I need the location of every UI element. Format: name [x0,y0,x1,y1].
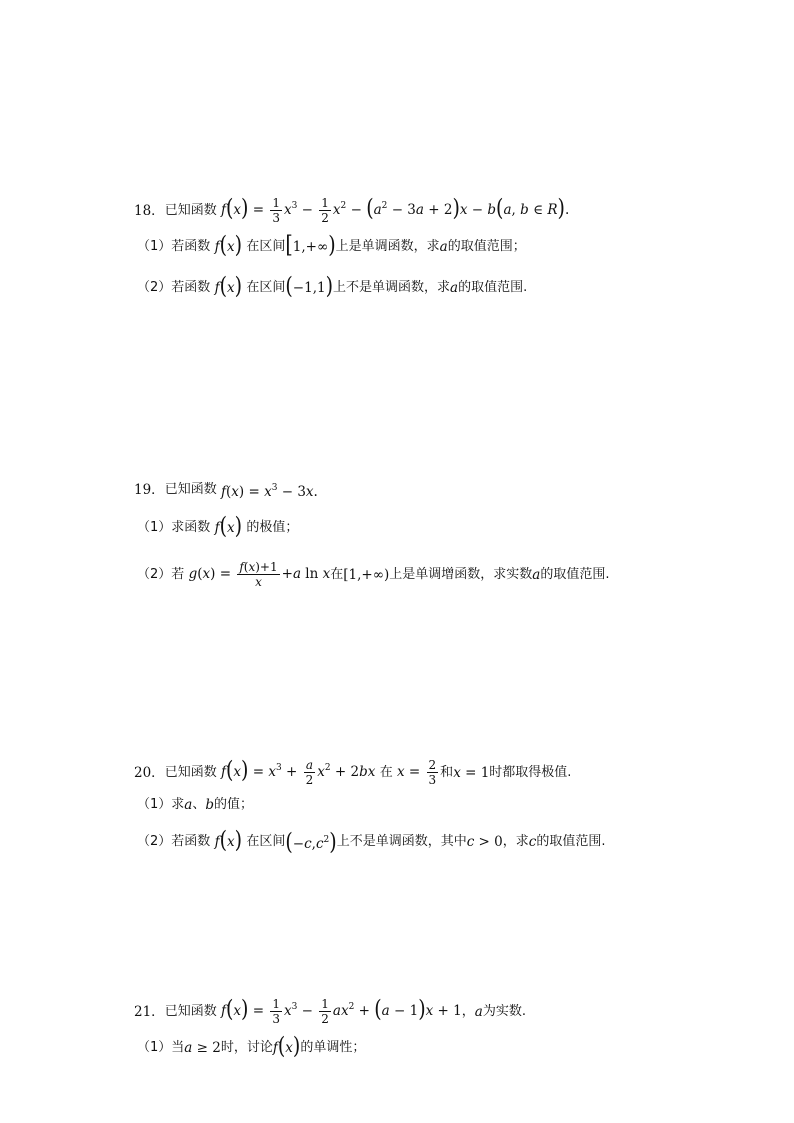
formula: (−1,1) [285,272,333,300]
stem-text: 已知函数 [164,202,217,218]
stem-text: 在 [379,764,393,780]
part-text: 的极值； [246,520,299,535]
problem-20-stem [134,758,571,787]
part-text: 上是单调增函数，求实数 [389,566,533,582]
part-text: 求 [171,797,185,812]
formula: a ≥ 2 [184,1040,221,1056]
part-text: 、 [192,797,206,812]
part-text: 上不是单调函数，求 [333,280,451,295]
formula: $f(x) = x^3 - 3x$. [221,483,318,500]
formula: [1,+∞) [285,231,336,259]
stem-text: 时都取得极值. [489,764,572,780]
formula: a [439,239,448,255]
part-text: 时，讨论 [220,1040,273,1055]
part-label: （2） [137,280,172,295]
formula: $f(x) = x^3$ + $\frac{a}{2}$ $x^2 + 2bx$ [221,756,376,787]
part-text: ，求 [502,834,529,849]
problem-18-stem [134,196,569,225]
problem-19-stem [134,478,318,502]
problem-21-part-1 [137,1032,366,1060]
formula: a [450,280,459,296]
stem-text: 已知函数 [164,482,217,497]
problem-number: 19． [134,482,165,498]
part-text: 当 [171,1040,185,1055]
problem-number: 20． [134,764,165,781]
formula: c > 0 [466,834,503,850]
formula: b [205,797,215,813]
part-text: 的取值范围. [536,834,606,849]
part-text: 在区间 [246,834,286,849]
formula: [1,+∞) [343,566,390,583]
stem-text: 为实数. [482,1003,526,1019]
formula: x = $\frac{2}{3}$ [397,758,437,787]
part-text: 的取值范围. [458,280,528,295]
formula: $(-c,c^2)$ [285,828,337,856]
formula: f(x) [214,512,243,540]
part-text: 若函数 [171,834,211,849]
part-text: 上不是单调函数，其中 [336,834,467,849]
formula: g(x) = $\frac{f(x)+1}{x}$ +a ln x [188,560,331,589]
part-label: （2） [137,834,172,849]
formula: a [184,797,193,813]
problem-20-part-2 [137,826,606,856]
formula: x = 1 [453,764,490,781]
problem-19-part-2 [137,560,609,589]
formula: f(x) [214,826,243,854]
stem-text: 和 [440,764,454,780]
part-label: （1） [137,239,172,254]
part-text: 在区间 [246,280,286,295]
formula: f(x) [214,272,243,300]
part-text: 若函数 [171,280,211,295]
part-text: 在区间 [246,239,286,254]
formula: a [474,1003,483,1020]
formula: a [532,566,541,583]
stem-text: 已知函数 [164,764,217,780]
part-label: （1） [137,1040,172,1055]
part-text: 在 [330,566,344,582]
part-label: （2） [137,566,172,582]
problem-number: 21． [134,1003,165,1020]
formula: f(x) [214,231,243,259]
part-text: 的取值范围. [540,566,610,582]
formula: c [528,834,537,850]
part-text: 若 [171,566,185,582]
part-text: 的单调性； [300,1040,366,1055]
part-text: 求函数 [171,520,211,535]
part-text: 上是单调函数，求 [335,239,440,254]
problem-21-stem [134,997,526,1026]
part-text: 的取值范围； [447,239,526,254]
stem-text: ， [461,1003,475,1019]
problem-20-part-1 [137,795,253,815]
problem-18-part-2 [137,272,528,300]
problem-18-part-1 [137,231,526,259]
formula: f(x) = $\frac{1}{3}$ $x^3$ − $\frac{1}{2}$ $x^2 - (a^2 - 3a + 2)x - b(a$, b ∈ R). [221,194,570,225]
formula: f(x) [272,1032,301,1060]
formula: f(x) = $\frac{1}{3}$ $x^3$ − $\frac{1}{2}$ $ax^2 + (a - 1)x + 1$ [221,995,462,1026]
problem-19-part-1 [137,512,299,540]
part-text: 的值； [214,797,254,812]
problem-number: 18． [134,202,165,219]
part-label: （1） [137,797,172,812]
part-text: 若函数 [171,239,211,254]
stem-text: 已知函数 [164,1003,217,1019]
part-label: （1） [137,520,172,535]
